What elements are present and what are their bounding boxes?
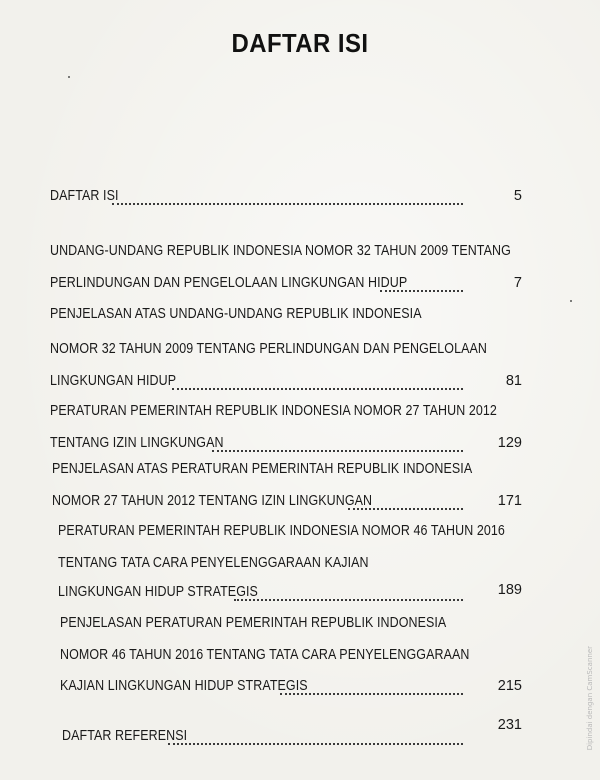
toc-page-number: 7 — [513, 275, 522, 291]
toc-entry-line: PERATURAN PEMERINTAH REPUBLIK INDONESIA NOMOR 27 TAHUN 2012 — [50, 403, 497, 419]
dot-leader — [212, 436, 463, 452]
toc-entry-line: NOMOR 46 TAHUN 2016 TENTANG TATA CARA PENYELENGGARAAN — [60, 647, 470, 663]
dot-leader — [234, 585, 463, 601]
toc-entry-line: UNDANG-UNDANG REPUBLIK INDONESIA NOMOR 32 TAHUN 2009 TENTANG — [50, 243, 511, 259]
scanner-watermark: Dipindai dengan CamScanner — [586, 645, 594, 750]
toc-entry-line: PENJELASAN PERATURAN PEMERINTAH REPUBLIK INDONESIA — [60, 615, 447, 631]
dot-leader — [348, 494, 463, 510]
toc-page-number: 81 — [505, 373, 522, 389]
toc-entry-line: TENTANG IZIN LINGKUNGAN — [50, 435, 224, 451]
toc-page-number: 189 — [497, 582, 522, 598]
toc-entry-line: LINGKUNGAN HIDUP — [50, 373, 177, 389]
dot-leader — [112, 189, 463, 205]
dot-leader — [380, 276, 463, 292]
toc-page-number: 129 — [497, 435, 522, 451]
toc-page-number: 5 — [513, 188, 522, 204]
toc-entry-line: KAJIAN LINGKUNGAN HIDUP STRATEGIS — [60, 678, 308, 694]
toc-page-number: 231 — [497, 717, 522, 733]
toc-entry-line: NOMOR 32 TAHUN 2009 TENTANG PERLINDUNGAN DAN PENGELOLAAN — [50, 341, 487, 357]
dot-leader — [168, 729, 463, 745]
dot-leader — [280, 679, 463, 695]
toc-entry-line: LINGKUNGAN HIDUP STRATEGIS — [58, 584, 258, 600]
page-title: DAFTAR ISI — [231, 28, 369, 58]
toc-entry-line: PENJELASAN ATAS PERATURAN PEMERINTAH REPUBLIK INDONESIA — [52, 461, 473, 477]
toc-entry-line: NOMOR 27 TAHUN 2012 TENTANG IZIN LINGKUNGAN — [52, 493, 373, 509]
toc-entry-line: TENTANG TATA CARA PENYELENGGARAAN KAJIAN — [58, 555, 369, 571]
toc-entry-line: PENJELASAN ATAS UNDANG-UNDANG REPUBLIK INDONESIA — [50, 306, 422, 322]
toc-page-number: 171 — [497, 493, 522, 509]
scan-speck — [570, 300, 572, 302]
toc-page-number: 215 — [497, 678, 522, 694]
toc-entry-line: DAFTAR REFERENSI — [62, 728, 188, 744]
dot-leader — [172, 374, 463, 390]
toc-entry-line: DAFTAR ISI — [50, 188, 119, 204]
scan-speck — [68, 76, 70, 78]
toc-entry-line: PERATURAN PEMERINTAH REPUBLIK INDONESIA NOMOR 46 TAHUN 2016 — [58, 523, 505, 539]
toc-entry-line: PERLINDUNGAN DAN PENGELOLAAN LINGKUNGAN HIDUP — [50, 275, 408, 291]
